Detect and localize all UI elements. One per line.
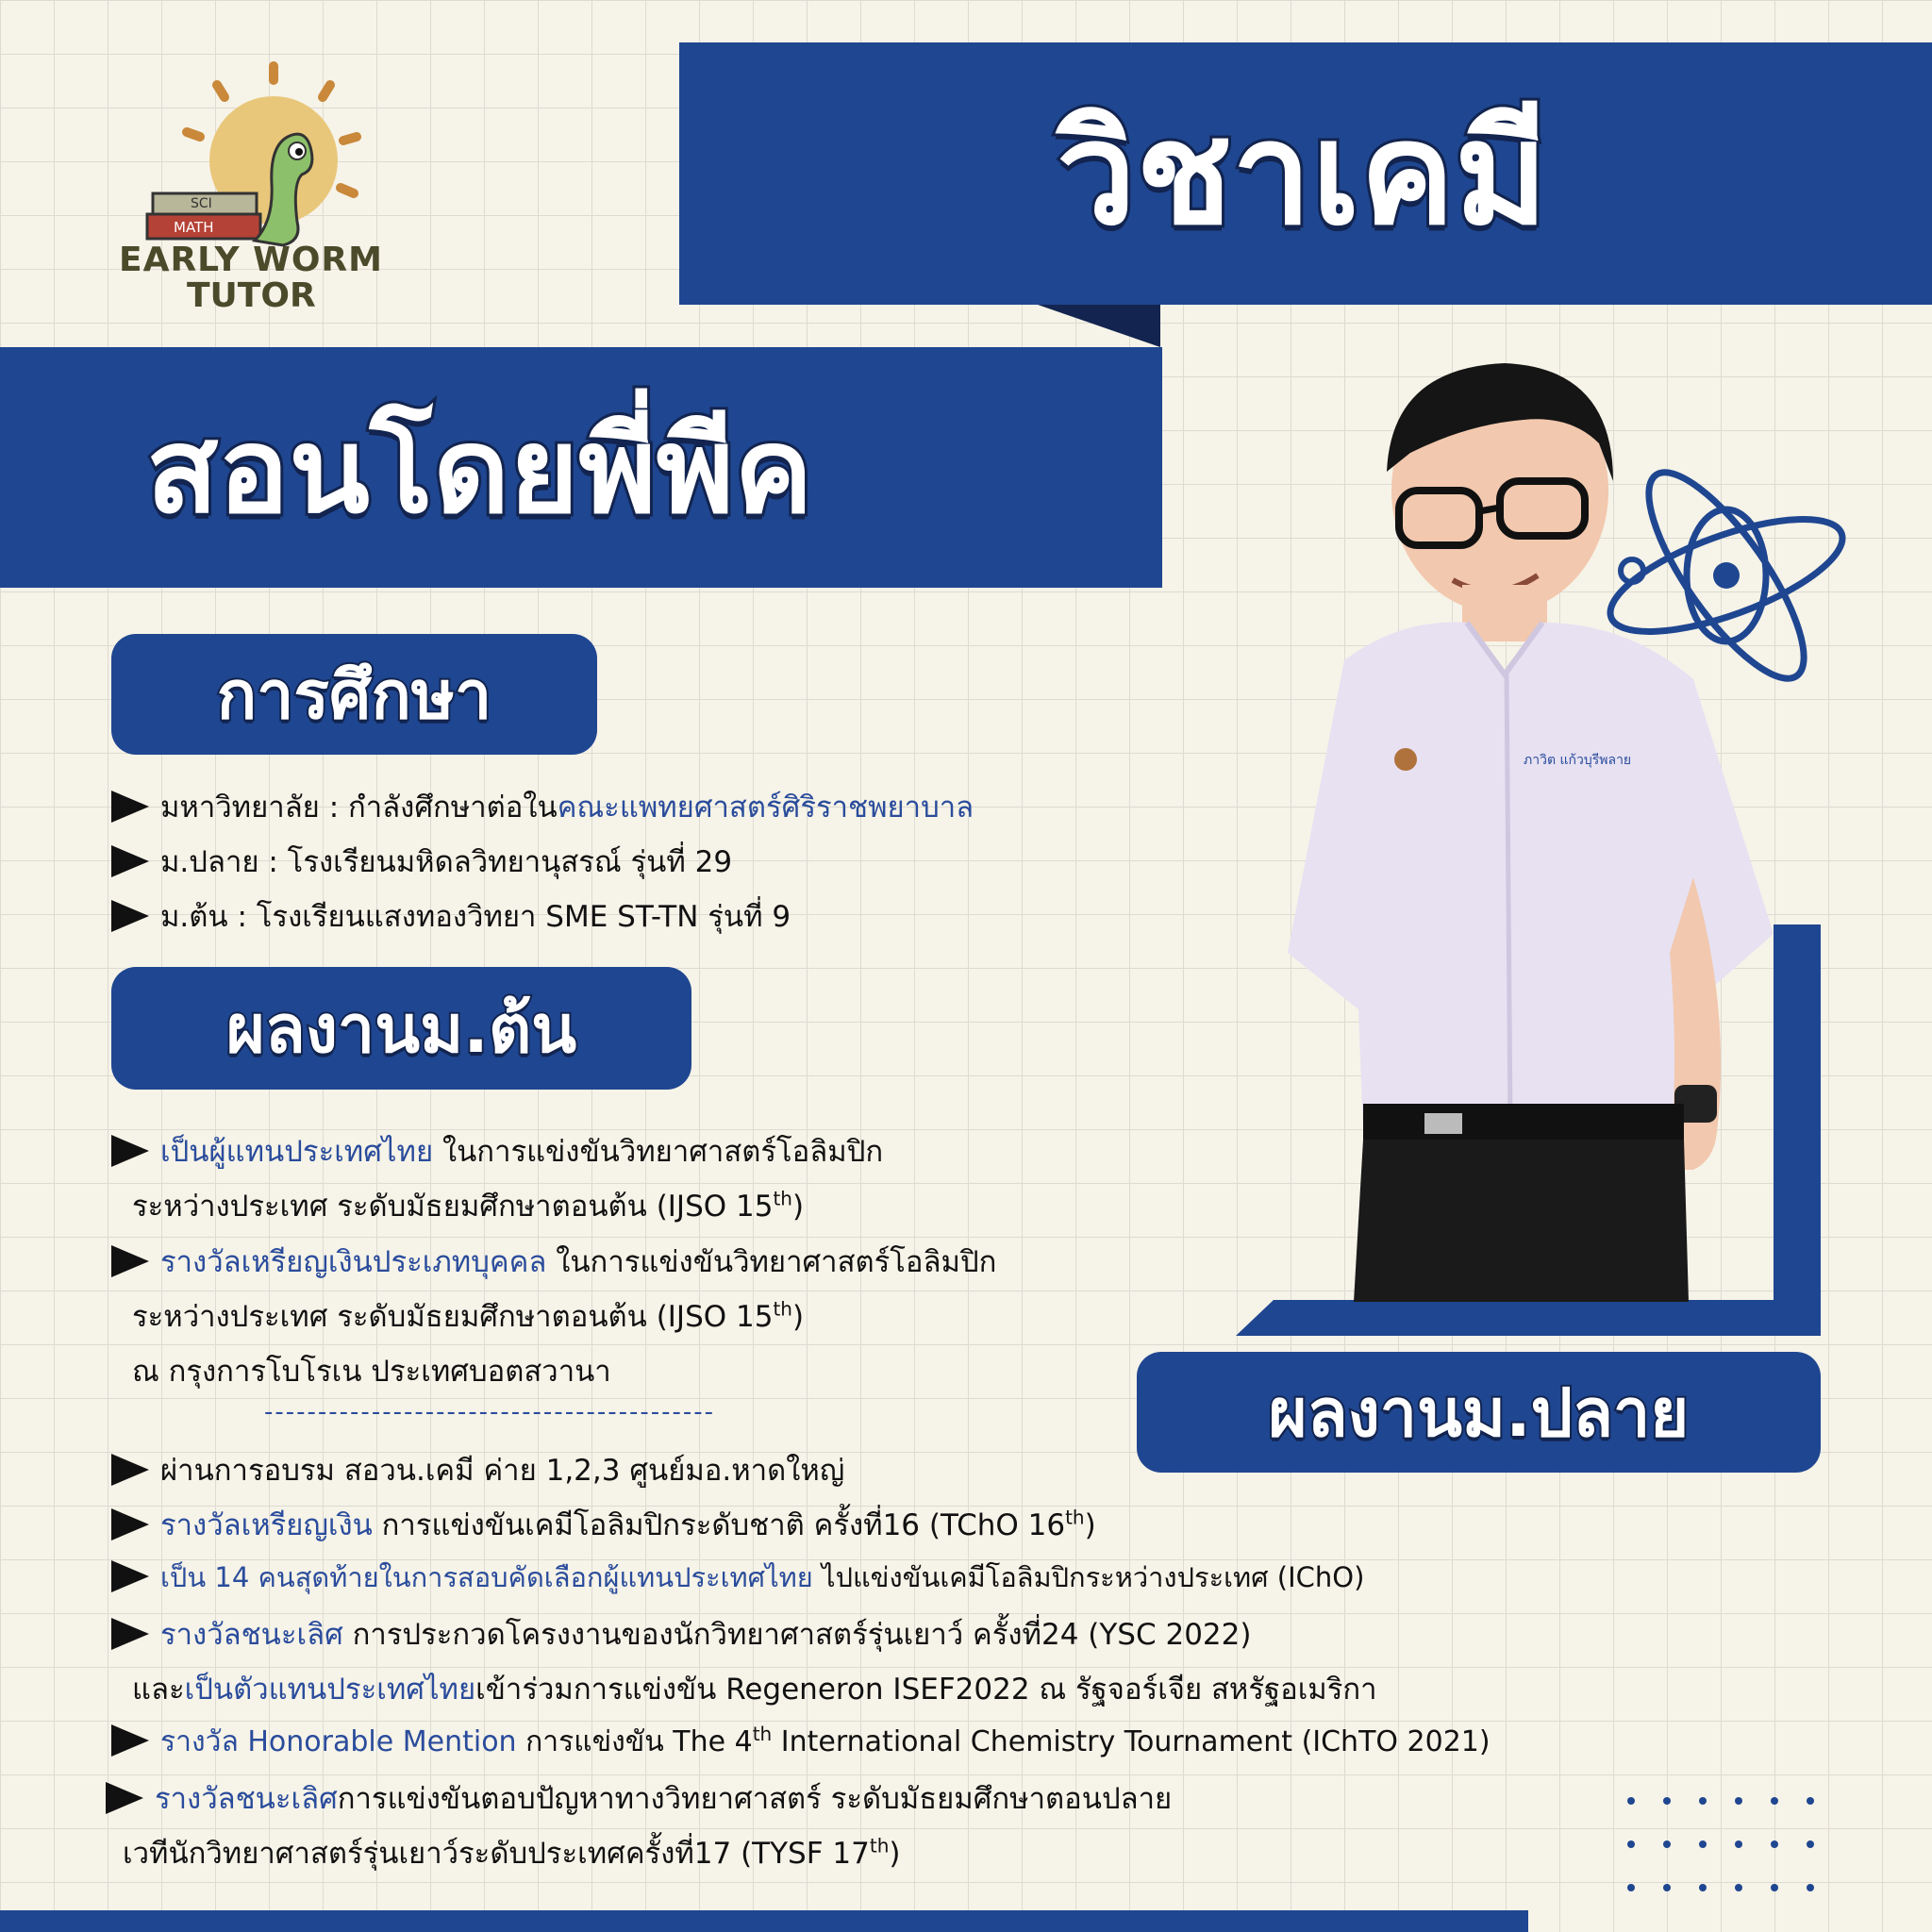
bottom-bar (0, 1910, 1528, 1932)
logo-book-top: SCI (191, 196, 212, 211)
senior-item-1: ผ่านการอบรม สอวน.เคมี ค่าย 1,2,3 ศูนย์มอ.หาดใหญ่ (111, 1446, 844, 1493)
education-item-2: ม.ปลาย : โรงเรียนมหิดลวิทยานุสรณ์ รุ่นที่ 29 (111, 838, 732, 885)
senior-item-4-line-2: และเป็นตัวแทนประเทศไทยเข้าร่วมการแข่งขัน Regeneron ISEF2022 ณ รัฐจอร์เจีย สหรัฐอเมริกา (132, 1673, 1377, 1707)
teacher-title: สอนโดยพี่พีค (146, 403, 813, 540)
logo-line2: TUTOR (187, 276, 316, 315)
arrow-icon (111, 1245, 149, 1277)
arrow-icon (111, 1135, 149, 1167)
senior-heading: ผลงานม.ปลาย (1268, 1374, 1690, 1452)
senior-item-5: รางวัล Honorable Mention การแข่งขัน The 4th International Chemistry Tournament (IChTO 2021) (111, 1720, 1491, 1764)
arrow-icon (111, 791, 149, 823)
senior-item-6: รางวัลชนะเลิศการแข่งขันตอบปัญหาทางวิทยาศาสตร์ ระดับมัธยมศึกษาตอนปลาย (106, 1774, 1172, 1822)
junior-item-2: รางวัลเหรียญเงินประเภทบุคคล ในการแข่งขันวิทยาศาสตร์โอลิมปิก (111, 1238, 996, 1285)
education-item-3: ม.ต้น : โรงเรียนแสงทองวิทยา SME ST-TN รุ่นที่ 9 (111, 892, 791, 940)
education-heading: การศึกษา (216, 656, 492, 734)
senior-item-3: เป็น 14 คนสุดท้ายในการสอบคัดเลือกผู้แทนประเทศไทย ไปแข่งขันเคมีโอลิมปิกระหว่างประเทศ (IChO) (111, 1556, 1364, 1599)
junior-heading-pill (111, 967, 691, 1090)
junior-item-1-line-2: ระหว่างประเทศ ระดับมัธยมศึกษาตอนต้น (IJSO 15th) (132, 1187, 805, 1224)
education-heading-pill (111, 634, 597, 755)
svg-text:ภาวิต แก้วบุรีพลาย: ภาวิต แก้วบุรีพลาย (1524, 753, 1632, 768)
atom-icon (1585, 448, 1868, 703)
arrow-icon (111, 1560, 149, 1592)
arrow-icon (111, 1618, 149, 1650)
logo (113, 42, 396, 316)
arrow-icon (106, 1782, 143, 1814)
logo-book-bottom: MATH (174, 219, 214, 236)
decorative-dots (1627, 1797, 1842, 1891)
education-item-1: มหาวิทยาลัย : กำลังศึกษาต่อในคณะแพทยศาสตร์ศิริราชพยาบาล (111, 783, 974, 830)
banner-fold (1038, 305, 1160, 347)
junior-item-2-line-3: ณ กรุงการโบโรเน ประเทศบอตสวานา (132, 1355, 611, 1389)
senior-item-4: รางวัลชนะเลิศ การประกวดโครงงานของนักวิทยาศาสตร์รุ่นเยาว์ ครั้งที่24 (YSC 2022) (111, 1610, 1251, 1657)
subject-title: วิชาเคมี (1057, 92, 1548, 257)
arrow-icon (111, 900, 149, 932)
photo-base (1236, 1300, 1821, 1336)
logo-line1: EARLY WORM (119, 241, 383, 279)
arrow-icon (111, 1454, 149, 1486)
senior-heading-pill (1137, 1352, 1821, 1473)
senior-item-2: รางวัลเหรียญเงิน การแข่งขันเคมีโอลิมปิกระดับชาติ ครั้งที่16 (TChO 16th) (111, 1501, 1096, 1548)
senior-item-6-line-2: เวทีนักวิทยาศาสตร์รุ่นเยาว์ระดับประเทศครั้งที่17 (TYSF 17th) (123, 1834, 901, 1871)
junior-item-1: เป็นผู้แทนประเทศไทย ในการแข่งขันวิทยาศาสตร์โอลิมปิก (111, 1127, 883, 1174)
section-divider: ------------------------------------------ (264, 1398, 716, 1426)
arrow-icon (111, 1508, 149, 1541)
arrow-icon (111, 1724, 149, 1757)
junior-item-2-line-2: ระหว่างประเทศ ระดับมัธยมศึกษาตอนต้น (IJSO 15th) (132, 1297, 805, 1334)
junior-heading: ผลงานม.ต้น (225, 990, 577, 1068)
arrow-icon (111, 845, 149, 877)
